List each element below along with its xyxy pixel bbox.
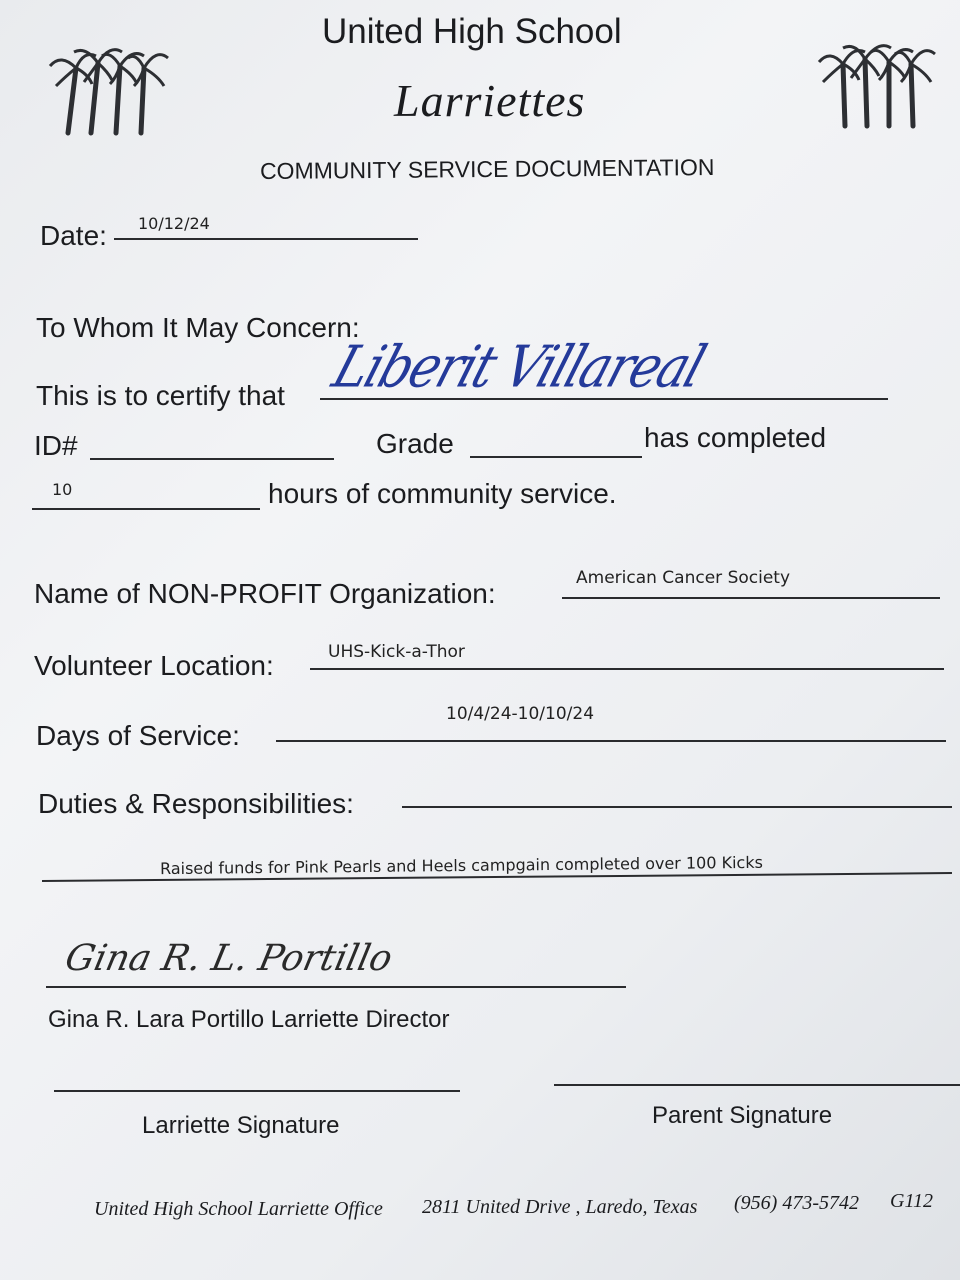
- location-line: [310, 668, 944, 670]
- duties-line-1: [402, 806, 952, 808]
- student-name-line: [320, 398, 888, 400]
- document-title: COMMUNITY SERVICE DOCUMENTATION: [259, 154, 715, 184]
- parent-signature-line: [554, 1084, 960, 1086]
- footer-phone: (956) 473-5742: [734, 1192, 859, 1214]
- salutation: To Whom It May Concern:: [36, 312, 360, 343]
- palm-trees-icon-right: [815, 34, 940, 134]
- grade-label: Grade: [376, 428, 454, 459]
- director-name: Gina R. Lara Portillo Larriette Director: [48, 1006, 450, 1033]
- palm-trees-icon-left: [46, 38, 171, 138]
- director-signature-line: [46, 986, 626, 988]
- grade-line: [470, 456, 642, 458]
- director-signature: Gina R. L. Portillo: [61, 938, 396, 979]
- id-label: ID#: [34, 430, 78, 461]
- duties-label: Duties & Responsibilities:: [38, 788, 354, 819]
- duties-value: Raised funds for Pink Pearls and Heels campgain completed over 100 Kicks: [159, 852, 763, 879]
- date-label: Date:: [40, 220, 107, 251]
- location-label: Volunteer Location:: [34, 650, 274, 681]
- footer-address: 2811 United Drive , Laredo, Texas: [422, 1196, 698, 1218]
- organization-line: [562, 597, 940, 599]
- student-signature: Liberit Villareal: [325, 333, 712, 401]
- id-line: [90, 458, 334, 460]
- team-name: Larriettes: [394, 75, 586, 126]
- organization-label: Name of NON-PROFIT Organization:: [34, 578, 496, 609]
- school-name: United High School: [322, 12, 622, 51]
- location-value: UHS-Kick-a-Thor: [328, 642, 465, 662]
- larriette-signature-line: [54, 1090, 460, 1092]
- footer-room: G112: [890, 1190, 933, 1212]
- date-line: [114, 238, 418, 240]
- hours-line: [32, 508, 260, 510]
- certify-label: This is to certify that: [36, 380, 285, 411]
- larriette-signature-label: Larriette Signature: [142, 1112, 340, 1139]
- date-value: 10/12/24: [138, 214, 210, 233]
- has-completed-text: has completed: [644, 422, 827, 453]
- parent-signature-label: Parent Signature: [652, 1102, 833, 1129]
- organization-value: American Cancer Society: [576, 568, 791, 588]
- days-value: 10/4/24-10/10/24: [446, 704, 595, 724]
- hours-label: hours of community service.: [268, 478, 617, 509]
- days-line: [276, 740, 946, 742]
- footer-office: United High School Larriette Office: [94, 1198, 383, 1220]
- hours-value: 10: [52, 480, 73, 499]
- days-label: Days of Service:: [36, 720, 240, 751]
